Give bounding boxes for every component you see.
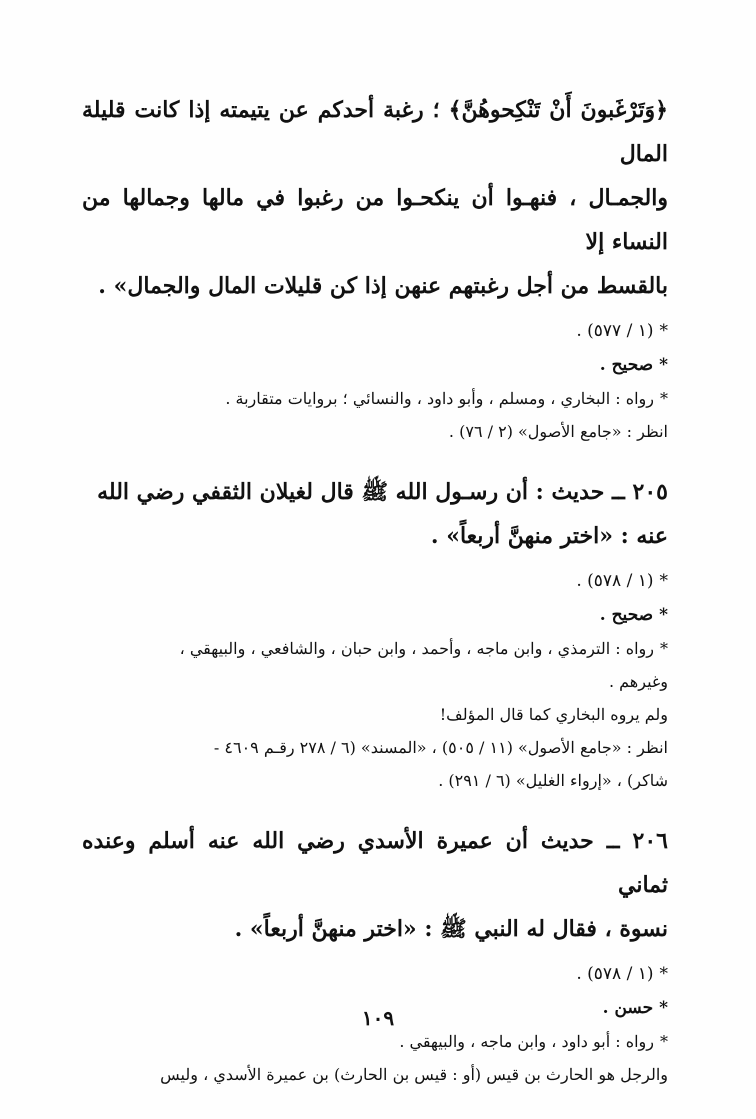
grade-text: حسن . [602, 998, 654, 1018]
star-icon: * [660, 1032, 668, 1051]
reference-text: (١ / ٥٧٧) . [576, 321, 654, 341]
page-number: ١٠٩ [361, 1006, 395, 1030]
see-text: انظر : «جامع الأصول» (١١ / ٥٠٥) ، «المسند» (٦ / ٢٧٨ رقـم ٤٦٠٩ - [213, 738, 668, 757]
footnote-reference [82, 314, 668, 348]
grade [82, 598, 668, 632]
star-icon: * [659, 998, 668, 1018]
reference-text: (١ / ٥٧٨) . [576, 571, 654, 591]
star-icon: * [659, 321, 668, 341]
author-remark: والرجل هو الحارث بن قيس (أو : قيس بن الحارث) بن عميرة الأسدي ، وليس [160, 1065, 668, 1084]
author-remark: ولم يروه البخاري كما قال المؤلف! [439, 705, 668, 724]
see-reference: انظر : «جامع الأصول» (٢ / ٧٦) . [448, 422, 668, 441]
grade [82, 348, 668, 382]
grade-text: صحيح . [599, 355, 654, 375]
text-line: نسوة ، فقال له النبي ﷺ : «اختر منهنَّ أربعاً» . [234, 916, 668, 942]
hadith-206-heading [82, 819, 668, 951]
see-text: شاكر) ، «إرواء الغليل» (٦ / ٢٩١) . [438, 771, 668, 790]
star-icon: * [659, 571, 668, 591]
footnote-reference [82, 564, 668, 598]
narrators-text: رواه : أبو داود ، وابن ماجه ، والبيهقي . [399, 1032, 654, 1051]
reference-text: (١ / ٥٧٨) . [576, 964, 654, 984]
star-icon: * [660, 639, 668, 658]
star-icon: * [660, 389, 668, 408]
hadith-205-heading [82, 470, 668, 558]
text-line: والجمـال ، فنهـوا أن ينكحـوا من رغبوا في مالها وجمالها من النساء إلا [82, 185, 668, 255]
star-icon: * [659, 355, 668, 375]
star-icon: * [659, 964, 668, 984]
text-line: ﴿وَتَرْغَبونَ أَنْ تَنْكِحوهُنَّ﴾ ؛ رغبة أحدكم عن يتيمته إذا كانت قليلة المال [82, 97, 668, 167]
text-line: عنه : «اختر منهنَّ أربعاً» . [430, 523, 668, 549]
text-line: بالقسط من أجل رغبتهم عنهن إذا كن قليلات المال والجمال» . [98, 273, 668, 299]
narrators [82, 382, 668, 415]
footnote-reference [82, 957, 668, 991]
intro-paragraph [82, 88, 668, 308]
narrators [82, 632, 668, 698]
narrators-text: رواه : البخاري ، ومسلم ، وأبو داود ، والنسائي ؛ بروايات متقاربة . [225, 389, 654, 408]
star-icon: * [659, 605, 668, 625]
text-line: ٢٠٦ ــ حديث أن عميرة الأسدي رضي الله عنه أسلم وعنده ثماني [82, 828, 668, 898]
narrators-text: رواه : الترمذي ، وابن ماجه ، وأحمد ، وابن حبان ، والشافعي ، والبيهقي ، [179, 639, 654, 658]
grade-text: صحيح . [599, 605, 654, 625]
text-line: ٢٠٥ ــ حديث : أن رسـول الله ﷺ قال لغيلان الثقفي رضي الله [97, 479, 668, 505]
narrators-text: وغيرهم . [608, 672, 668, 691]
see-reference [82, 731, 668, 797]
